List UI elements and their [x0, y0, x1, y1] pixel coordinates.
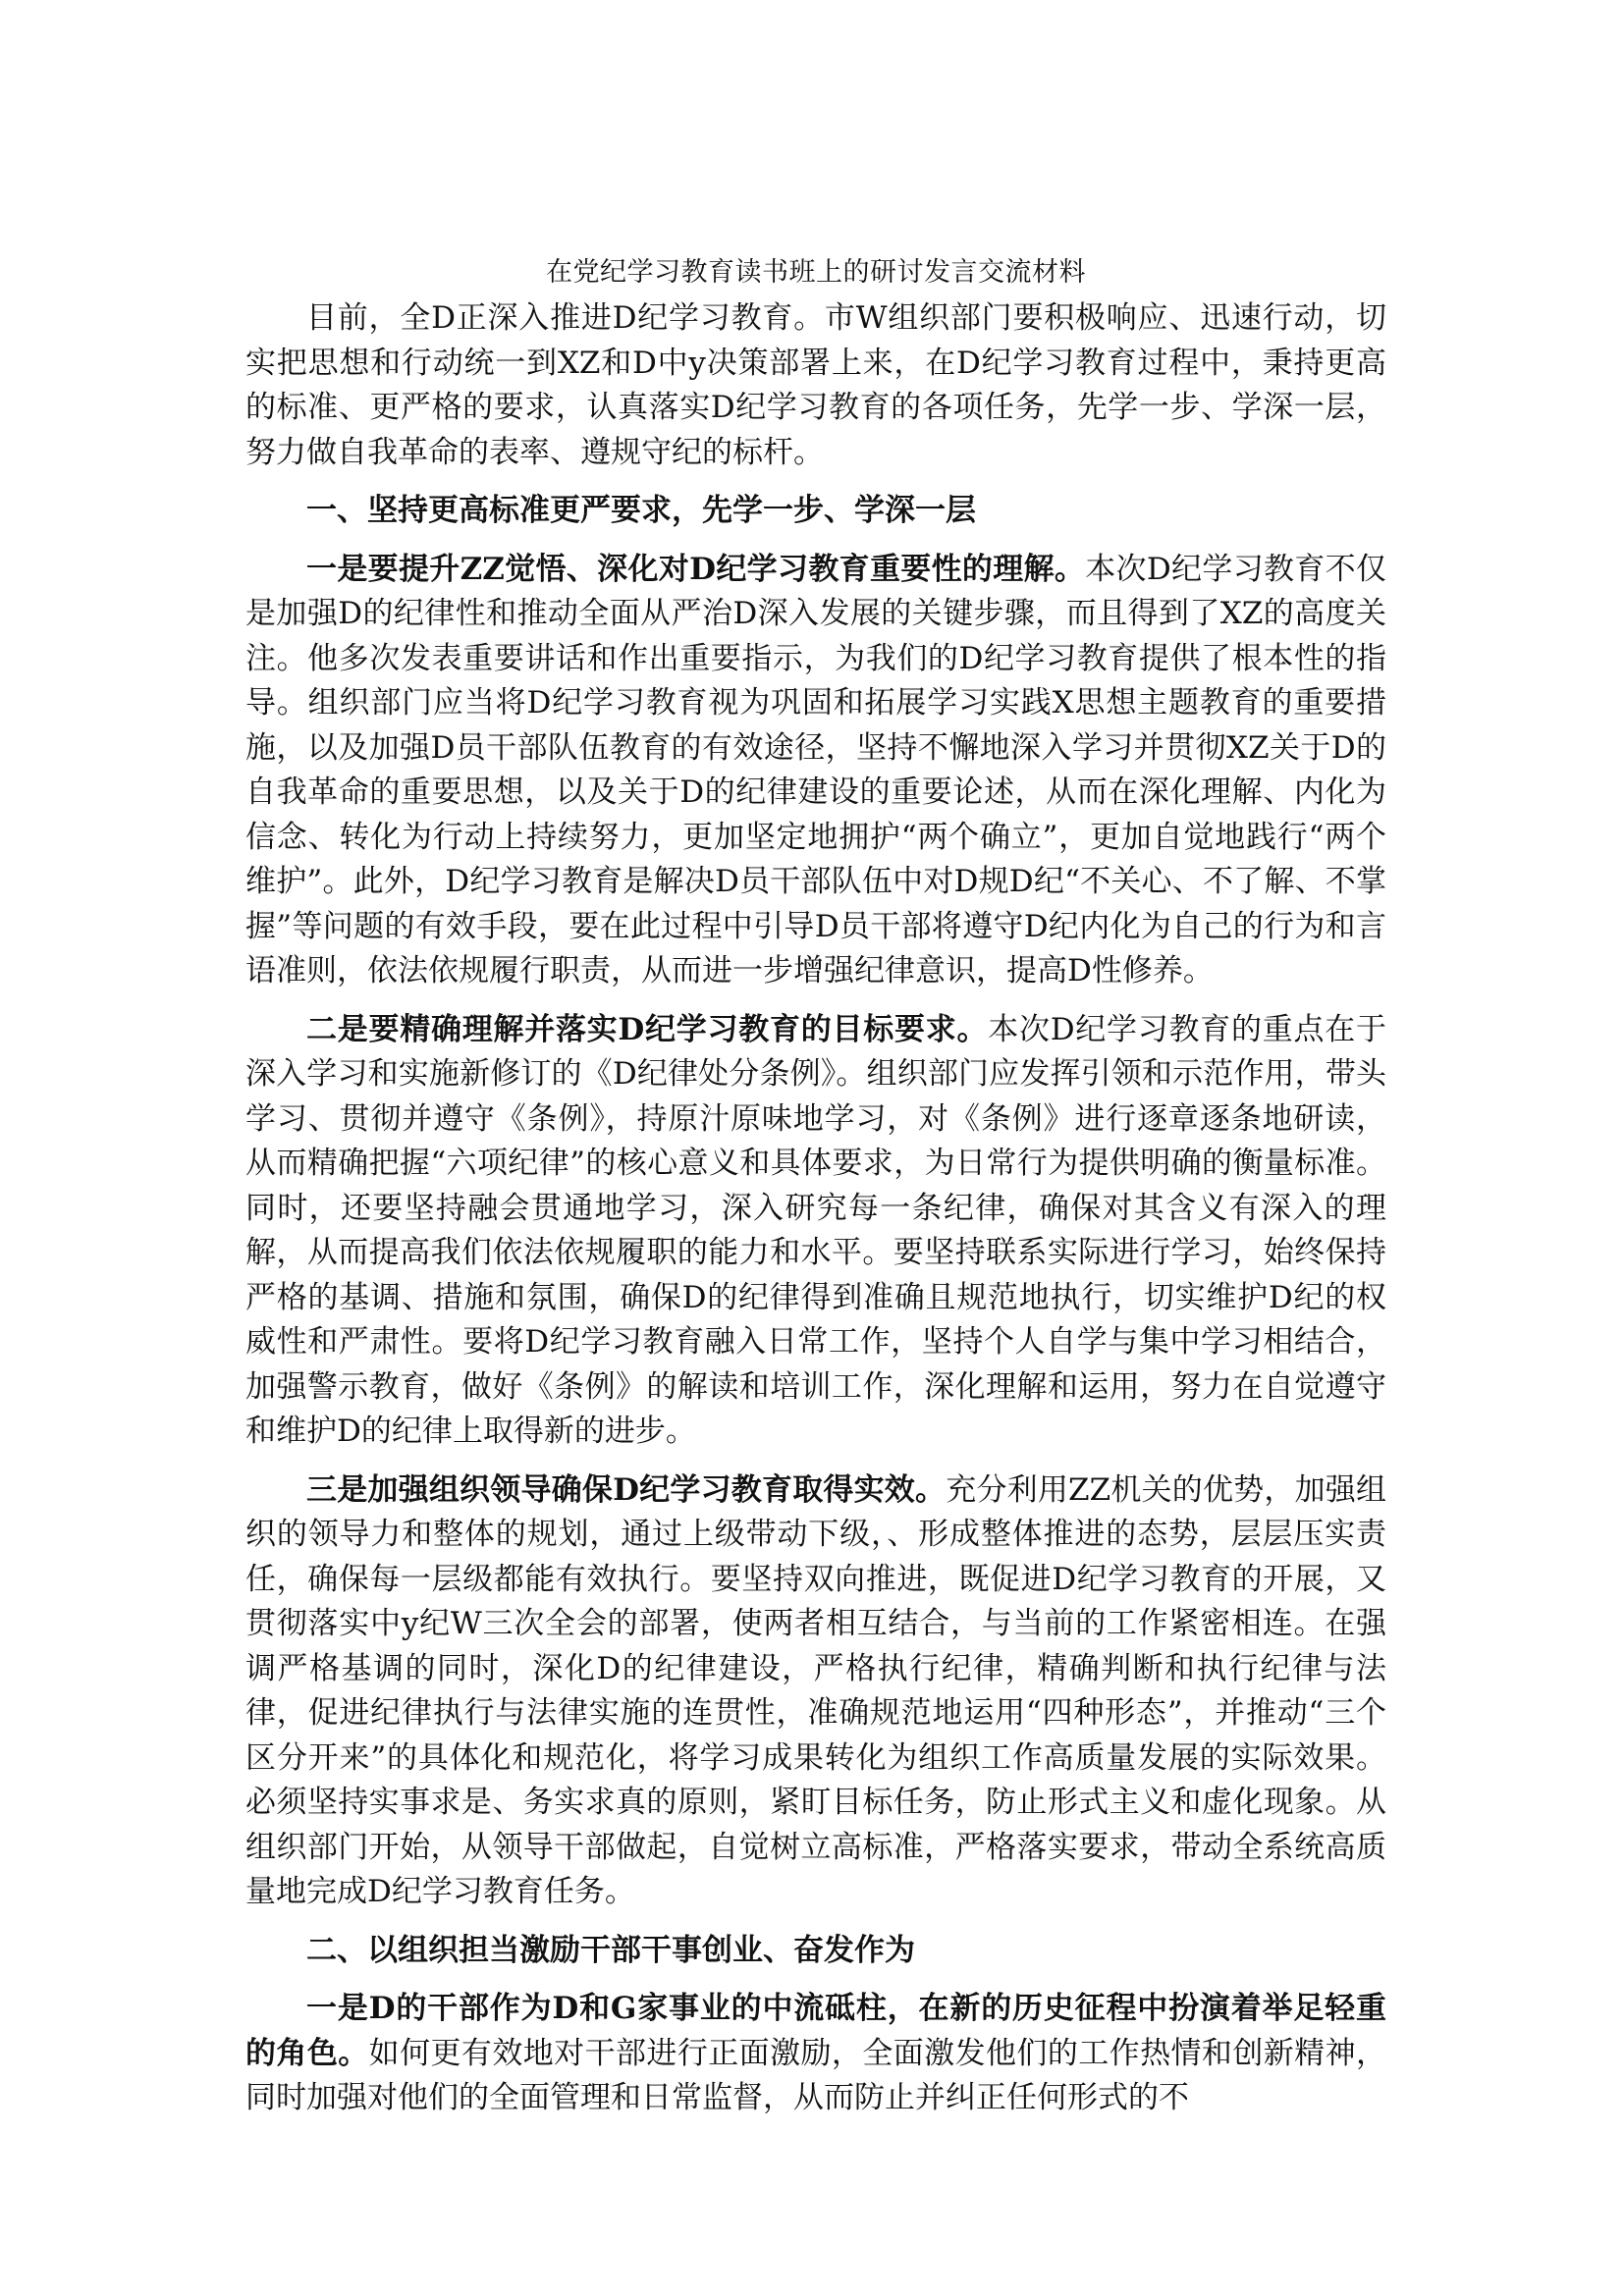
section-2-heading: 二、以组织担当激励干部干事创业、奋发作为 [306, 1932, 915, 1968]
section-1-paragraph-3 [245, 1468, 1386, 1915]
paragraph-lead: 三是加强组织领导确保D纪学习教育取得实效。 [306, 1471, 947, 1508]
section-1-paragraph-2 [245, 1008, 1386, 1455]
paragraph-text: 如何更有效地对干部进行正面激励，全面激发他们的工作热情和创新精神，同时加强对他们的全面管理和日常监督，从而防止并纠正任何形式的不 [245, 2035, 1387, 2115]
document-body [245, 253, 1386, 2121]
paragraph-text: 本次D纪学习教育的重点在于深入学习和实施新修订的《D纪律处分条例》。组织部门应发挥引领和示范作用，带头学习、贯彻并遵守《条例》，持原汁原味地学习，对《条例》进行逐章逐条地研读，从而精确把握“六项纪律”的核心意义和具体要求，为日常行为提供明确的衡量标准。同时，还要坚持融会贯通地学习，深入研究每一条纪律，确保对其含义有深入的理解，从而提高我们依法依规履职的能力和水平。要坚持联系实际进行学习，始终保持严格的基调、措施和氛围，确保D的纪律得到准确且规范地执行，切实维护D纪的权威性和严肃性。要将D纪学习教育融入日常工作，坚持个人自学与集中学习相结合，加强警示教育，做好《条例》的解读和培训工作，深化理解和运用，努力在自觉遵守和维护D的纪律上取得新的进步。 [245, 1011, 1386, 1449]
document-title: 在党纪学习教育读书班上的研讨发言交流材料 [546, 257, 1086, 288]
section-2-paragraph-1 [245, 1987, 1386, 2121]
paragraph-text: 充分利用ZZ机关的优势，加强组织的领导力和整体的规划，通过上级带动下级，、形成整体推进的态势，层层压实责任，确保每一层级都能有效执行。要坚持双向推进，既促进D纪学习教育的开展，又贯彻落实中y纪W三次全会的部署，使两者相互结合，与当前的工作紧密相连。在强调严格基调的同时，深化D的纪律建设，严格执行纪律，精确判断和执行纪律与法律，促进纪律执行与法律实施的连贯性，准确规范地运用“四种形态”，并推动“三个区分开来”的具体化和规范化，将学习成果转化为组织工作高质量发展的实际效果。必须坚持实事求是、务实求真的原则，紧盯目标任务，防止形式主义和虚化现象。从组织部门开始，从领导干部做起，自觉树立高标准，严格落实要求，带动全系统高质量地完成D纪学习教育任务。 [245, 1471, 1387, 1909]
paragraph-lead: 二是要精确理解并落实D纪学习教育的目标要求。 [306, 1011, 989, 1047]
section-1-paragraph-1 [245, 548, 1386, 994]
section-1-heading: 一、坚持更高标准更严要求，先学一步、学深一层 [306, 493, 976, 528]
paragraph-lead: 一是要提升ZZ觉悟、深化对D纪学习教育重要性的理解。 [306, 551, 1086, 587]
intro-paragraph: 目前，全D正深入推进D纪学习教育。市W组织部门要积极响应、迅速行动，切实把思想和行动统一到XZ和D中y决策部署上来，在D纪学习教育过程中，秉持更高的标准、更严格的要求，认真落实D纪学习教育的各项任务，先学一步、学深一层，努力做自我革命的表率、遵规守纪的标杆。 [245, 300, 1386, 470]
paragraph-text: 本次D纪学习教育不仅是加强D的纪律性和推动全面从严治D深入发展的关键步骤，而且得到了XZ的高度关注。他多次发表重要讲话和作出重要指示，为我们的D纪学习教育提供了根本性的指导。组织部门应当将D纪学习教育视为巩固和拓展学习实践X思想主题教育的重要措施，以及加强D员干部队伍教育的有效途径，坚持不懈地深入学习并贯彻XZ关于D的自我革命的重要思想，以及关于D的纪律建设的重要论述，从而在深化理解、内化为信念、转化为行动上持续努力，更加坚定地拥护“两个确立”，更加自觉地践行“两个维护”。此外，D纪学习教育是解决D员干部队伍中对D规D纪“不关心、不了解、不掌握”等问题的有效手段，要在此过程中引导D员干部将遵守D纪内化为自己的行为和言语准则，依法依规履行职责，从而进一步增强纪律意识，提高D性修养。 [245, 551, 1386, 988]
paragraph-lead: 一是D的干部作为D和G家事业的中流砥柱，在新的历史征程中扮演着举足轻重的角色。 [245, 1991, 1386, 2071]
